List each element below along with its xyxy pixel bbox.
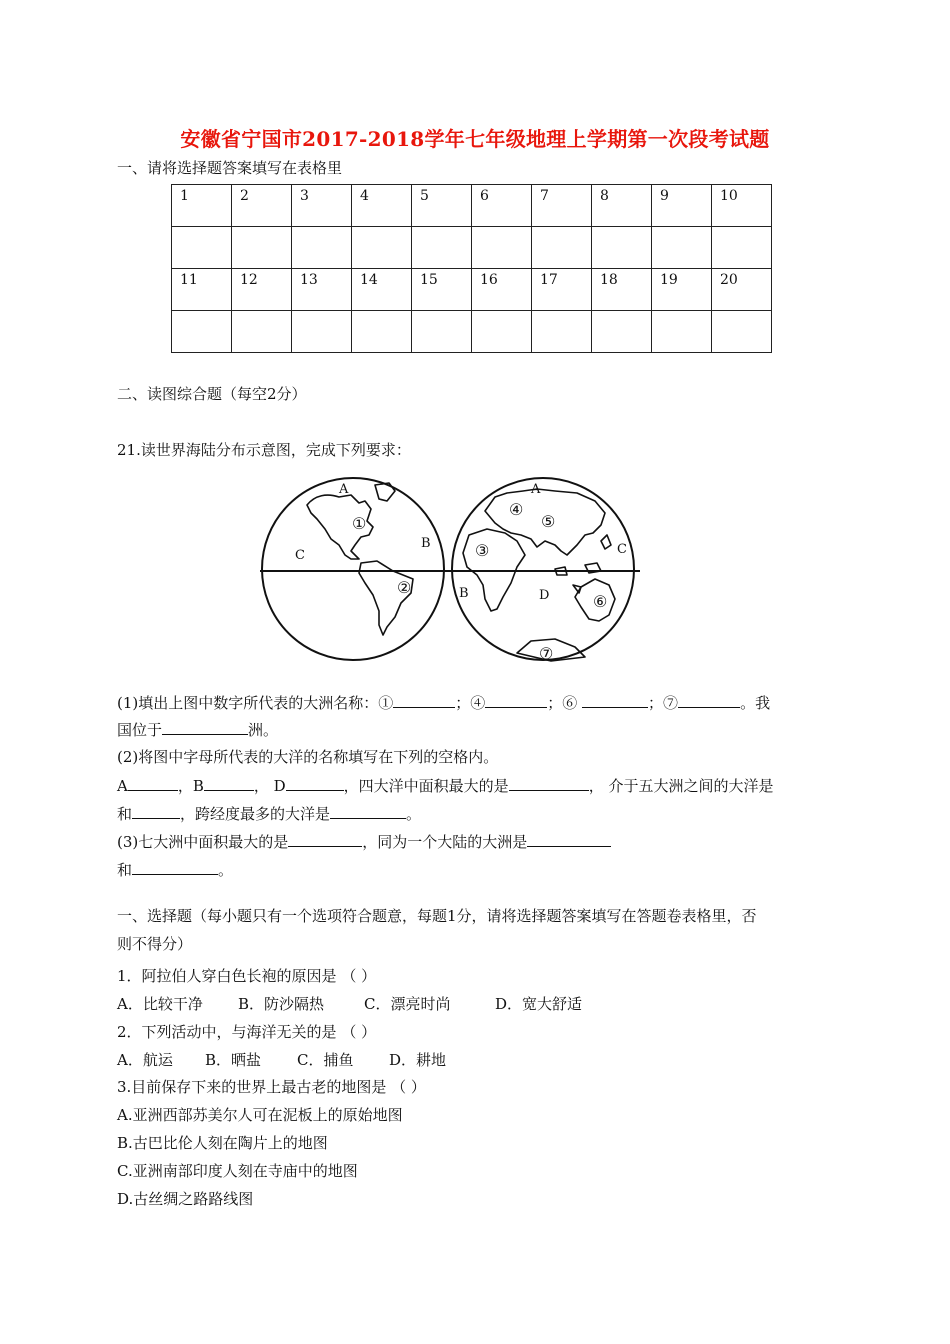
option[interactable]: A．航运 (117, 1051, 173, 1069)
section-3-heading-line2: 则不得分） (117, 935, 193, 953)
answer-cell[interactable] (532, 311, 592, 353)
answer-cell[interactable] (232, 227, 292, 269)
option[interactable]: B.古巴比伦人刻在陶片上的地图 (117, 1134, 328, 1152)
q21-part2-line2: A ，B ， D ，四大洋中面积最大的是 ， 介于五大洲之间的大洋是 (117, 777, 774, 795)
answer-cell[interactable] (592, 227, 652, 269)
table-cell: 9 (652, 185, 712, 227)
map-number-1: ① (352, 514, 367, 533)
answer-blank[interactable] (132, 859, 218, 875)
q21-part1-line2: 国位于 洲。 (117, 721, 279, 739)
answer-cell[interactable] (652, 227, 712, 269)
answer-blank[interactable] (527, 831, 611, 847)
answer-cell[interactable] (532, 227, 592, 269)
option[interactable]: D．耕地 (389, 1051, 447, 1069)
table-cell: 13 (292, 269, 352, 311)
western-hemisphere-circle (262, 478, 444, 660)
table-row (172, 311, 772, 353)
answer-cell[interactable] (412, 227, 472, 269)
question-2-options (117, 1050, 446, 1070)
map-label-B-east: B (459, 586, 469, 601)
answer-blank[interactable] (582, 692, 648, 708)
q21-part3-line1: (3)七大洲中面积最大的是 ，同为一个大陆的大洲是 (117, 831, 611, 852)
answer-cell[interactable] (352, 227, 412, 269)
map-label-A-west: A (339, 482, 349, 497)
table-row (172, 185, 772, 227)
map-number-3: ③ (475, 541, 490, 560)
q21-part1-line1: (1)填出上图中数字所代表的大洲名称：① ；④ ；⑥ ；⑦ 。我 (117, 694, 771, 712)
map-number-4: ④ (509, 500, 524, 519)
table-cell: 20 (712, 269, 772, 311)
answer-cell[interactable] (652, 311, 712, 353)
section-3-heading-line1: 一、选择题（每小题只有一个选项符合题意，每题1分，请将选择题答案填写在答题卷表格里，否 (117, 907, 757, 925)
table-cell: 7 (532, 185, 592, 227)
answer-cell[interactable] (172, 311, 232, 353)
answer-blank[interactable] (204, 775, 254, 791)
answer-cell[interactable] (292, 227, 352, 269)
question-1-stem: 1．阿拉伯人穿白色长袍的原因是 （ ） (117, 967, 377, 985)
answer-cell[interactable] (592, 311, 652, 353)
answer-blank[interactable] (678, 692, 740, 708)
q21-part2-line1: (2)将图中字母所代表的大洋的名称填写在下列的空格内。 (117, 748, 499, 766)
table-cell: 15 (412, 269, 472, 311)
answer-cell[interactable] (712, 227, 772, 269)
question-21-stem: 21.读世界海陆分布示意图，完成下列要求： (117, 441, 411, 459)
table-cell: 17 (532, 269, 592, 311)
map-number-2: ② (397, 578, 412, 597)
question-3-stem: 3.目前保存下来的世界上最古老的地图是 （ ） (117, 1078, 426, 1096)
map-label-C-west: C (295, 548, 305, 563)
map-number-6: ⑥ (593, 592, 608, 611)
section-1-heading: 一、请将选择题答案填写在表格里 (117, 159, 343, 177)
answer-cell[interactable] (472, 227, 532, 269)
islands-outline (555, 535, 611, 593)
answer-cell[interactable] (352, 311, 412, 353)
table-row (172, 227, 772, 269)
option[interactable]: C．捕鱼 (297, 1051, 354, 1069)
answer-cell[interactable] (412, 311, 472, 353)
answer-cell[interactable] (472, 311, 532, 353)
table-cell: 3 (292, 185, 352, 227)
table-cell: 14 (352, 269, 412, 311)
answer-blank[interactable] (286, 775, 344, 791)
map-label-D-east: D (539, 588, 550, 603)
table-cell: 4 (352, 185, 412, 227)
answer-blank[interactable] (162, 719, 248, 735)
option[interactable]: C．漂亮时尚 (364, 995, 451, 1013)
answer-cell[interactable] (172, 227, 232, 269)
eastern-hemisphere-circle (452, 478, 634, 660)
map-label-B-west: B (421, 536, 431, 551)
table-cell: 2 (232, 185, 292, 227)
greenland-outline (375, 483, 395, 501)
table-cell: 6 (472, 185, 532, 227)
map-number-5: ⑤ (541, 512, 556, 531)
table-row (172, 269, 772, 311)
option[interactable]: C.亚洲南部印度人刻在寺庙中的地图 (117, 1162, 358, 1180)
table-cell: 8 (592, 185, 652, 227)
question-1-options (117, 994, 582, 1014)
answer-table (171, 184, 772, 353)
answer-cell[interactable] (712, 311, 772, 353)
table-cell: 11 (172, 269, 232, 311)
table-cell: 16 (472, 269, 532, 311)
answer-cell[interactable] (232, 311, 292, 353)
world-map-figure (255, 475, 645, 665)
option[interactable]: B．防沙隔热 (238, 995, 325, 1013)
option[interactable]: A.亚洲西部苏美尔人可在泥板上的原始地图 (117, 1106, 403, 1124)
section-2-heading: 二、读图综合题（每空2分） (117, 385, 307, 403)
south-america-outline (359, 561, 413, 635)
table-cell: 19 (652, 269, 712, 311)
map-label-A-east: A (531, 482, 541, 497)
answer-blank[interactable] (509, 775, 589, 791)
table-cell: 12 (232, 269, 292, 311)
answer-blank[interactable] (393, 692, 455, 708)
table-cell: 10 (712, 185, 772, 227)
q21-part3-line2: 和 。 (117, 861, 234, 879)
q21-part2-line3: 和 ，跨经度最多的大洋是 。 (117, 805, 422, 823)
option[interactable]: B．晒盐 (205, 1051, 262, 1069)
table-cell: 1 (172, 185, 232, 227)
option[interactable]: A．比较干净 (117, 995, 203, 1013)
map-label-C-east: C (617, 542, 627, 557)
answer-blank[interactable] (288, 831, 362, 847)
page-title: 安徽省宁国市2017-2018学年七年级地理上学期第一次段考试题 (180, 127, 770, 151)
map-number-7: ⑦ (539, 644, 554, 663)
table-cell: 18 (592, 269, 652, 311)
option[interactable]: D.古丝绸之路路线图 (117, 1190, 254, 1208)
answer-cell[interactable] (292, 311, 352, 353)
answer-blank[interactable] (485, 692, 547, 708)
answer-blank[interactable] (128, 775, 178, 791)
table-cell: 5 (412, 185, 472, 227)
answer-blank[interactable] (132, 803, 180, 819)
question-2-stem: 2．下列活动中，与海洋无关的是 （ ） (117, 1023, 377, 1041)
answer-blank[interactable] (330, 803, 406, 819)
option[interactable]: D．宽大舒适 (495, 995, 583, 1013)
